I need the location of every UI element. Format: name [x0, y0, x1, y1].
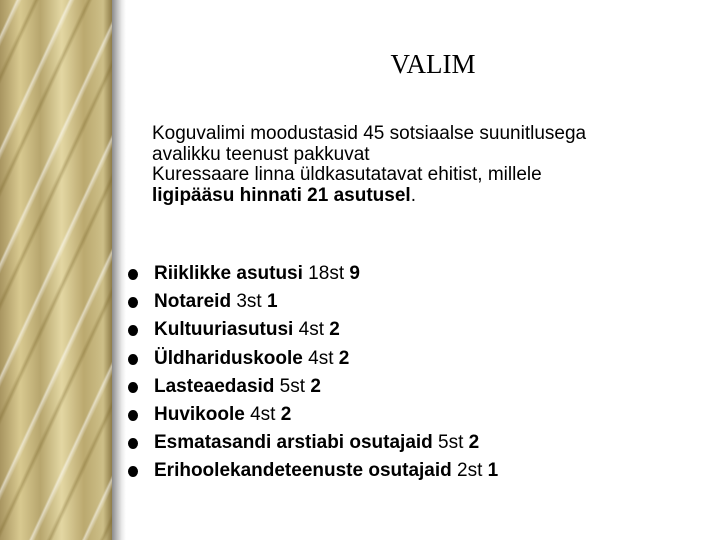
item-count: 9	[349, 263, 360, 284]
item-middle: 2st	[451, 460, 488, 482]
item-count: 2	[329, 319, 340, 341]
bullet-list	[126, 260, 706, 486]
bullet-icon	[128, 466, 138, 477]
item-middle: 18st	[302, 263, 350, 284]
item-middle: 3st	[231, 291, 267, 313]
slide-title: VALIM	[390, 49, 476, 79]
decorative-gold-border	[0, 0, 112, 540]
intro-line-1: Koguvalimi moodustasid 45 sotsiaalse suunitlusega	[152, 123, 587, 144]
intro-line-4	[152, 186, 712, 207]
bullet-icon	[128, 354, 138, 365]
item-label: Üldhariduskoole	[154, 347, 303, 369]
item-label: Notareid	[154, 291, 232, 313]
item-middle: 4st	[244, 403, 281, 425]
item-label: Lasteaedasid	[154, 375, 275, 397]
bullet-icon	[128, 438, 138, 449]
item-label: Esmatasandi arstiabi osutajaid	[154, 432, 433, 454]
item-label: Erihoolekandeteenuste osutajaid	[154, 460, 452, 482]
item-count: 2	[338, 347, 350, 369]
border-shadow	[112, 0, 126, 540]
list-item	[126, 457, 706, 485]
list-item	[126, 373, 706, 401]
list-item	[126, 345, 706, 373]
bullet-icon	[128, 269, 138, 280]
bullet-icon	[128, 325, 138, 336]
intro-text	[152, 124, 712, 206]
bullet-icon	[128, 382, 138, 393]
intro-line-2: avalikku teenust pakkuvat	[152, 143, 370, 165]
list-item	[126, 288, 706, 316]
item-count: 1	[487, 460, 499, 482]
intro-period: .	[410, 184, 416, 206]
item-count: 2	[468, 432, 480, 454]
intro-line-3: Kuressaare linna üldkasutatavat ehitist, millele	[152, 164, 542, 185]
bullet-icon	[128, 297, 138, 308]
bullet-icon	[128, 410, 138, 421]
list-item	[126, 429, 706, 457]
item-label: Huvikoole	[154, 403, 245, 425]
list-item	[126, 316, 706, 344]
item-middle: 5st	[274, 375, 311, 397]
item-label: Kultuuriasutusi	[154, 319, 294, 341]
item-middle: 4st	[293, 319, 330, 341]
item-label: Riiklikke asutusi	[154, 263, 303, 284]
item-middle: 4st	[302, 347, 339, 369]
item-middle: 5st	[432, 432, 469, 454]
item-count: 2	[280, 403, 292, 425]
list-item	[126, 401, 706, 429]
list-item	[126, 260, 706, 288]
item-count: 2	[310, 375, 321, 397]
intro-bold-phrase: ligipääsu hinnati 21 asutusel	[152, 184, 411, 206]
item-count: 1	[266, 291, 278, 313]
